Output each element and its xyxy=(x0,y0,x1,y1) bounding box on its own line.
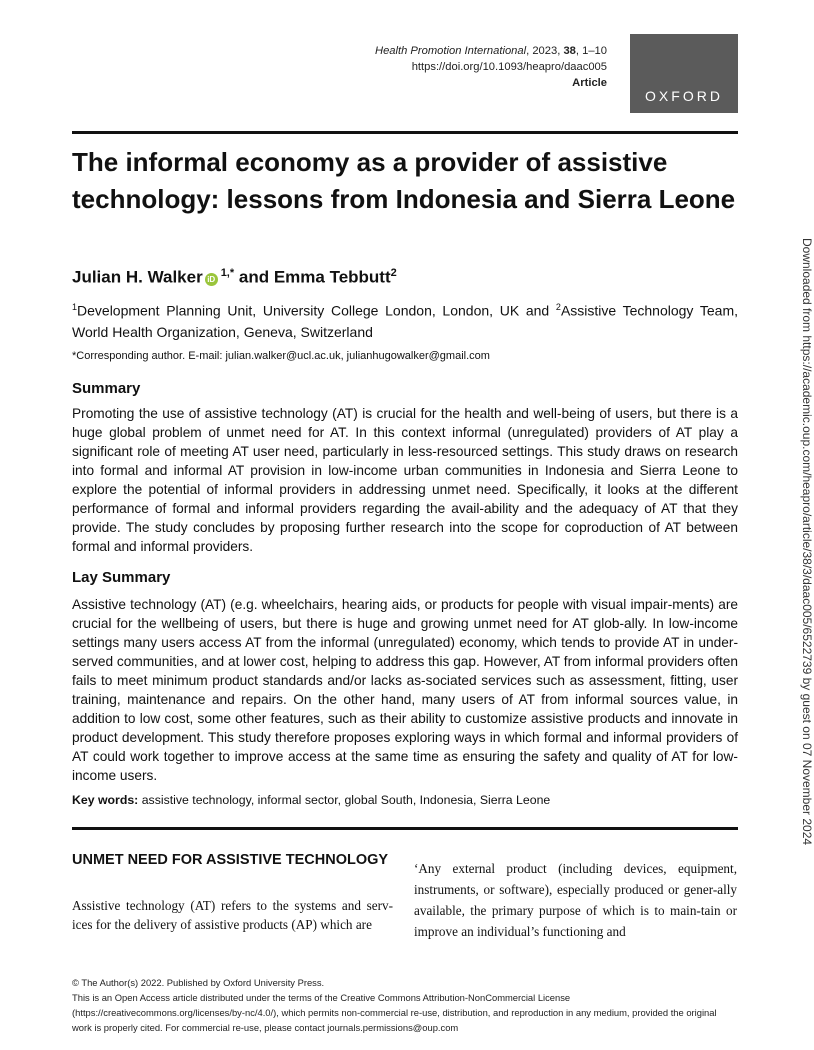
affiliation-mark: 1 xyxy=(72,302,78,312)
article-title: The informal economy as a provider of assistive technology: lessons from Indonesia and Sierra Leone xyxy=(72,147,736,214)
copyright-line: © The Author(s) 2022. Published by Oxford University Press. xyxy=(72,977,325,988)
section-heading: UNMET NEED FOR ASSISTIVE TECHNOLOGY xyxy=(72,852,389,868)
oxford-logo: OXFORD xyxy=(630,34,738,113)
body-text-left: Assistive technology (AT) refers to the systems and serv-ices for the delivery of assistive products (AP) which are xyxy=(72,898,393,932)
citation-line xyxy=(187,43,607,59)
keywords-label: Key words: xyxy=(72,793,139,807)
doi-link[interactable]: https://doi.org/10.1093/heapro/daac005 xyxy=(411,61,607,73)
article-type: Article xyxy=(572,77,607,89)
summary-text: Promoting the use of assistive technology (AT) is crucial for the health and well-being of users, but there is a huge global problem of unmet need for AT. In this context informal (unregulated) providers of AT play a significant role of meeting AT user need, particularly in less-resourced settings. This study draws on research into formal and informal AT provision in low-income urban communities in Indonesia and Sierra Leone to explore the potential of informal providers in addressing unmet need. Specifically, it looks at the different performance of formal and informal providers regarding the avail-ability and the adequacy of AT that they provide. The study concludes by proposing further research into the scope for coproduction of AT between formal and informal providers. xyxy=(72,406,738,554)
affiliations xyxy=(72,297,738,343)
license-text: This is an Open Access article distributed under the terms of the Creative Commons Attribution-NonCommercial License (https://creativecommons.org/licenses/by-nc/4.0/), which permits non-commercial re-use, distribution, and reproduction in any medium, provided the original work is properly cited. For commercial re-use, please contact journals.permissions@oup.com xyxy=(72,992,717,1033)
journal-pages: , 1–10 xyxy=(575,45,607,57)
journal-name: Health Promotion International xyxy=(374,45,527,57)
top-divider xyxy=(72,131,738,134)
license-footer xyxy=(72,975,738,1035)
lay-summary-heading: Lay Summary xyxy=(72,569,171,586)
summary-heading: Summary xyxy=(72,380,141,397)
author-name-2: and Emma Tebbutt xyxy=(234,267,391,287)
keywords xyxy=(72,792,738,808)
author-affiliation-mark-2: 2 xyxy=(390,267,397,279)
affiliation-mark-2: 2 xyxy=(555,302,561,312)
journal-year: , 2023, xyxy=(526,45,564,57)
orcid-icon[interactable]: iD xyxy=(205,273,218,286)
author-list xyxy=(72,262,738,289)
affiliation-text-2: Assistive Technology Team, World Health Organization, Geneva, Switzerland xyxy=(72,302,738,340)
corresponding-author: *Corresponding author. E-mail: julian.walker@ucl.ac.uk, julianhugowalker@gmail.com xyxy=(72,350,490,362)
journal-volume: 38 xyxy=(563,45,576,57)
affiliation-text: Development Planning Unit, University College London, London, UK and xyxy=(77,302,556,319)
body-text-right: ‘Any external product (including devices, equipment, instruments, or software), especially produced or gener-ally available, the primary purpose of which is to main-tain or improve an individual’s functioning and xyxy=(414,861,737,939)
journal-meta xyxy=(187,43,607,91)
keywords-text: assistive technology, informal sector, global South, Indonesia, Sierra Leone xyxy=(138,793,551,807)
author-name: Julian H. Walker xyxy=(72,267,203,287)
section-divider xyxy=(72,827,738,830)
download-stamp: Downloaded from https://academic.oup.com/heapro/article/38/3/daac005/6522739 by guest on 07 November 2024 xyxy=(800,238,814,846)
lay-summary-text: Assistive technology (AT) (e.g. wheelchairs, hearing aids, or products for people with visual impair-ments) are crucial for the wellbeing of users, but there is huge and growing unmet need for AT glob-ally. In low-income settings many users access AT from the informal (unregulated) economy, which tends to provide AT in under-served communities, and at lower cost, helping to address this gap. However, AT from informal providers often fails to meet minimum product standards and/or lacks as-sociated services such as assessment, fitting, user training, maintenance and repairs. On the other hand, many users of AT from informal sources value, in addition to low cost, some other features, such as their ability to customize assistive products and innovate in product development. This study therefore proposes exploring ways in which formal and informal providers of AT could work together to improve access at the same time as ensuring the safety and quality of AT for low-income users. xyxy=(72,597,738,783)
author-affiliation-mark: 1,* xyxy=(220,267,235,279)
